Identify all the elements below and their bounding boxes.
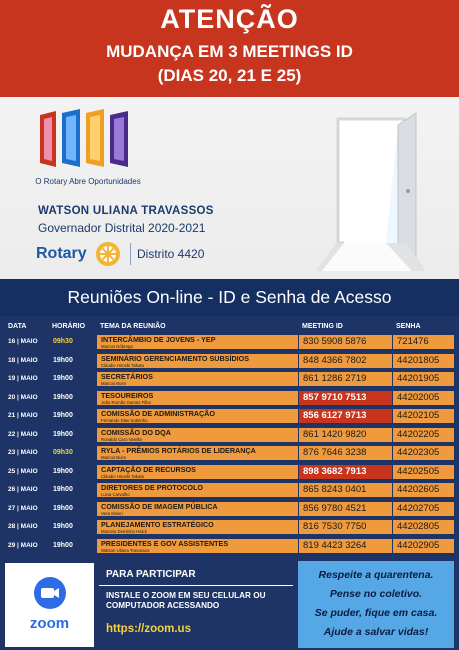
topic-person: Ronaldo Caro Varella — [101, 436, 142, 442]
row-time: 19h00 — [49, 428, 96, 442]
topic-title: SECRETÁRIOS — [101, 372, 153, 381]
row-meeting-id: 865 8243 0401 — [299, 483, 392, 497]
row-time: 19h00 — [49, 502, 96, 516]
row-password: 44202205 — [393, 428, 454, 442]
row-password: 44202105 — [393, 409, 454, 423]
district-label: Distrito 4420 — [137, 247, 205, 261]
header-password: SENHA — [396, 323, 421, 330]
row-date: 19 | MAIO — [5, 372, 48, 386]
quarantine-line: Respeite a quarentena. — [318, 569, 434, 581]
row-password: 44202505 — [393, 465, 454, 479]
quarantine-line: Pense no coletivo. — [329, 588, 423, 600]
table-row — [0, 520, 459, 535]
topic-title: COMISSÃO DO DQA — [101, 427, 171, 437]
topic-person: Vera Sivieri — [101, 510, 123, 516]
row-date: 26 | MAIO — [5, 483, 48, 497]
alert-subtitle: MUDANÇA EM 3 MEETINGS ID — [106, 42, 353, 61]
table-row — [0, 539, 459, 554]
header-topic: TEMA DA REUNIÃO — [100, 323, 166, 330]
alert-header — [0, 0, 459, 97]
row-time: 09h30 — [49, 446, 96, 460]
quarantine-line: Ajude a salvar vidas! — [323, 626, 429, 638]
row-time: 19h00 — [49, 520, 96, 534]
zoom-wordmark: zoom — [29, 615, 70, 632]
topic-title: PLANEJAMENTO ESTRATÉGICO — [101, 520, 214, 529]
row-date: 18 | MAIO — [5, 354, 48, 368]
alert-dates: (DIAS 20, 21 E 25) — [157, 66, 302, 85]
row-topic — [97, 502, 298, 516]
row-meeting-id: 898 3682 7913 — [299, 465, 392, 479]
topic-person: Lucia Carvalho — [101, 492, 130, 497]
quarantine-line: Se puder, fique em casa. — [314, 607, 438, 619]
logo-divider — [130, 243, 131, 265]
alert-title: ATENÇÃO — [160, 4, 299, 34]
table-row — [0, 409, 459, 424]
table-row — [0, 335, 459, 350]
zoom-camera-icon — [34, 577, 66, 609]
logo-tagline: O Rotary Abre Oportunidades — [35, 177, 141, 186]
row-password: 44202305 — [393, 446, 454, 460]
zoom-card[interactable] — [5, 563, 94, 647]
topic-person: Marcelo Demétrio Haick — [101, 529, 147, 534]
row-topic — [97, 446, 298, 460]
row-meeting-id: 819 4423 3264 — [299, 539, 392, 553]
table-header — [0, 320, 459, 333]
divider — [99, 585, 293, 586]
row-date: 21 | MAIO — [5, 409, 48, 423]
row-time: 19h00 — [49, 465, 96, 479]
row-date: 23 | MAIO — [5, 446, 48, 460]
open-doors-logo-icon — [36, 107, 134, 169]
row-password: 44202605 — [393, 483, 454, 497]
header-meeting-id: MEETING ID — [302, 323, 343, 330]
topic-title: INTERCÂMBIO DE JOVENS - YEP — [101, 335, 216, 344]
row-topic — [97, 335, 298, 349]
table-row — [0, 428, 459, 443]
row-meeting-id: 861 1286 2719 — [299, 372, 392, 386]
row-meeting-id: 816 7530 7750 — [299, 520, 392, 534]
row-password: 44202805 — [393, 520, 454, 534]
quarantine-message — [298, 561, 454, 648]
topic-person: João Romão Gomes Filho — [101, 399, 151, 405]
topic-person: Marcos Nóbrega — [101, 344, 133, 349]
row-topic — [97, 428, 298, 442]
row-password: 44202005 — [393, 391, 454, 405]
row-meeting-id: 830 5908 5876 — [299, 335, 392, 349]
topic-title: TESOUREIROS — [101, 390, 154, 400]
row-topic — [97, 409, 298, 423]
table-row — [0, 354, 459, 369]
row-password: 44201905 — [393, 372, 454, 386]
governor-role: Governador Distrital 2020-2021 — [38, 221, 206, 235]
row-date: 28 | MAIO — [5, 520, 48, 534]
topic-person: Cláudio Hiroshi Takata — [101, 473, 144, 479]
row-time: 19h00 — [49, 483, 96, 497]
topic-title: COMISSÃO DE ADMINISTRAÇÃO — [101, 409, 215, 418]
topic-title: RYLA - PRÊMIOS ROTÁRIOS DE LIDERANÇA — [101, 446, 256, 455]
row-time: 19h00 — [49, 391, 96, 405]
rotary-wheel-icon — [94, 240, 122, 268]
topic-title: SEMINÁRIO GERENCIAMENTO SUBSÍDIOS — [101, 353, 250, 363]
row-password: 44202905 — [393, 539, 454, 553]
table-row — [0, 483, 459, 498]
section-title-bar: Reuniões On-line - ID e Senha de Acesso — [0, 279, 459, 316]
row-topic — [97, 465, 298, 479]
topic-person: Cláudio Hiroshi Takata — [101, 362, 144, 368]
zoom-link[interactable]: https://zoom.us — [106, 623, 191, 635]
row-password: 44201805 — [393, 354, 454, 368]
row-meeting-id: 856 9780 4521 — [299, 502, 392, 516]
table-row — [0, 446, 459, 461]
header-date: DATA — [8, 323, 27, 330]
row-date: 29 | MAIO — [5, 539, 48, 553]
topic-person: Marcos Buim — [101, 455, 127, 460]
row-topic — [97, 539, 298, 553]
row-topic — [97, 354, 298, 368]
row-meeting-id: 857 9710 7513 — [299, 391, 392, 405]
topic-title: PRESIDENTES E GOV ASSISTENTES — [101, 538, 229, 548]
row-meeting-id: 876 7646 3238 — [299, 446, 392, 460]
footer — [0, 559, 459, 650]
row-meeting-id: 848 4366 7802 — [299, 354, 392, 368]
governor-banner — [0, 97, 459, 279]
governor-name: WATSON ULIANA TRAVASSOS — [38, 205, 214, 217]
row-time: 09h30 — [49, 335, 96, 349]
schedule-table — [0, 316, 459, 559]
row-topic — [97, 483, 298, 497]
row-password: 44202705 — [393, 502, 454, 516]
header-time: HORÁRIO — [52, 323, 86, 330]
row-time: 19h00 — [49, 354, 96, 368]
table-row — [0, 391, 459, 406]
row-topic — [97, 520, 298, 534]
row-topic — [97, 372, 298, 386]
topic-title: CAPTAÇÃO DE RECURSOS — [101, 464, 196, 474]
table-row — [0, 502, 459, 517]
row-date: 20 | MAIO — [5, 391, 48, 405]
table-row — [0, 372, 459, 387]
row-date: 25 | MAIO — [5, 465, 48, 479]
open-door-icon — [316, 111, 426, 271]
row-date: 16 | MAIO — [5, 335, 48, 349]
rotary-wordmark: Rotary — [36, 245, 87, 262]
participate-title: PARA PARTICIPAR — [106, 569, 196, 580]
topic-person: Marcos Buim — [101, 381, 127, 386]
row-password: 721476 — [393, 335, 454, 349]
row-time: 19h00 — [49, 539, 96, 553]
topic-title: DIRETORES DE PROTOCOLO — [101, 483, 203, 492]
table-row — [0, 465, 459, 480]
row-meeting-id: 856 6127 9713 — [299, 409, 392, 423]
topic-title: COMISSÃO DE IMAGEM PÚBLICA — [101, 501, 218, 511]
row-topic — [97, 391, 298, 405]
row-date: 22 | MAIO — [5, 428, 48, 442]
topic-person: Fernando Dias Sobrinho — [101, 418, 148, 423]
row-meeting-id: 861 1420 9820 — [299, 428, 392, 442]
topic-person: Watson Uliana Travassos — [101, 547, 150, 553]
row-time: 19h00 — [49, 372, 96, 386]
row-date: 27 | MAIO — [5, 502, 48, 516]
row-time: 19h00 — [49, 409, 96, 423]
participate-instructions: INSTALE O ZOOM EM SEU CELULAR OU COMPUTADOR ACESSANDO — [106, 591, 266, 610]
